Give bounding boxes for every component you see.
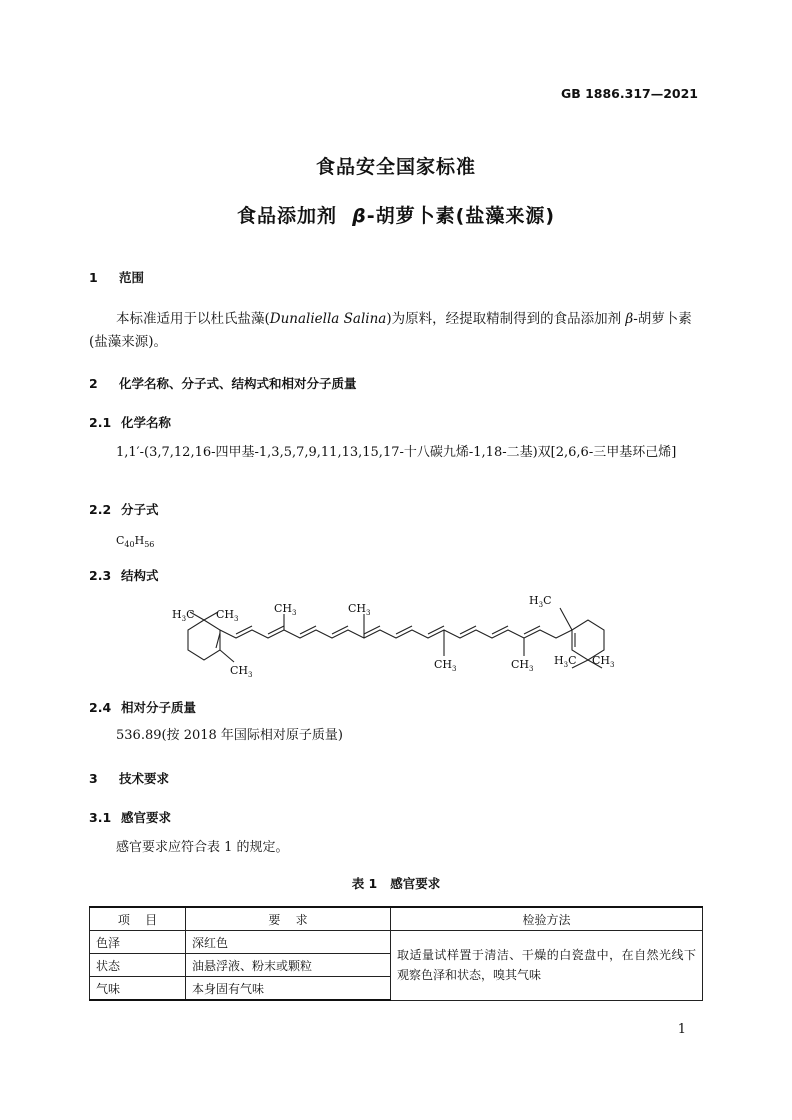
section-1-text: 本标准适用于以杜氏盐藻(Dunaliella Salina)为原料，经提取精制得到的食品添加剂 β-胡萝卜素(盐藻来源)。 (89, 311, 692, 350)
section-2-1-heading: 2.1 化学名称 (89, 415, 172, 430)
label-ch3-left2: $CH_3$ (230, 664, 253, 679)
chain-double-bonds (236, 626, 540, 634)
row-item: 气味 (90, 977, 186, 1001)
subtitle-prefix: 食品添加剂 (236, 205, 353, 227)
row-requirement: 本身固有气味 (186, 977, 391, 1001)
page-number: 1 (677, 1022, 686, 1037)
document-title: 食品安全国家标准 (315, 156, 476, 178)
label-h3c-right2: $H_3C$ (554, 654, 577, 669)
header-method: 检验方法 (391, 907, 703, 931)
section-1-heading: 1 范围 (89, 270, 145, 285)
chemical-name: 1,1′-(3,7,12,16-四甲基-1,3,5,7,9,11,13,15,17-十八碳九烯-1,18-二基)双[2,6,6-三甲基环己烯] (116, 445, 677, 460)
inspection-method: 取适量试样置于清洁、干燥的白瓷盘中，在自然光线下观察色泽和状态，嗅其气味 (391, 931, 703, 1001)
document-subtitle (0, 201, 792, 228)
table-caption: 表 1 感官要求 (351, 876, 441, 891)
left-ring-double-bond (216, 633, 220, 648)
table-row (90, 931, 703, 954)
row-item: 色泽 (90, 931, 186, 954)
header-item: 项 目 (90, 907, 186, 931)
row-requirement: 油悬浮液、粉末或颗粒 (186, 954, 391, 977)
structural-formula (168, 590, 628, 682)
label-h3c-left: $H_3C$ (172, 608, 195, 623)
label-ch3-left1: $CH_3$ (216, 608, 239, 623)
sensory-requirements-table (89, 906, 703, 1001)
label-ch3-down1: $CH_3$ (434, 658, 457, 673)
row-item: 状态 (90, 954, 186, 977)
section-3-1-heading: 3.1 感官要求 (89, 810, 172, 825)
beta-symbol: β (352, 205, 367, 227)
section-3-heading: 3 技术要求 (89, 771, 170, 786)
row-requirement: 深红色 (186, 931, 391, 954)
section-2-heading: 2 化学名称、分子式、结构式和相对分子质量 (89, 376, 357, 391)
label-ch3-up1: $CH_3$ (274, 602, 297, 617)
standard-number: GB 1886.317—2021 (560, 86, 698, 101)
left-ring (188, 620, 220, 660)
section-3-1-text: 感官要求应符合表 1 的规定。 (116, 840, 289, 855)
molecular-formula: $C_{40}H_{56}$ (116, 534, 155, 549)
label-ch3-up2: $CH_3$ (348, 602, 371, 617)
section-2-4-heading: 2.4 相对分子质量 (89, 700, 197, 715)
label-h3c-right: $H_3C$ (529, 594, 552, 609)
table-header-row (90, 907, 703, 931)
subtitle-suffix: -胡萝卜素(盐藻来源) (366, 205, 556, 227)
molecular-mass: 536.89(按 2018 年国际相对原子质量) (116, 728, 343, 743)
header-requirement: 要 求 (186, 907, 391, 931)
label-ch3-down2: $CH_3$ (511, 658, 534, 673)
label-ch3-right: $CH_3$ (592, 654, 615, 669)
section-2-2-heading: 2.2 分子式 (89, 502, 159, 517)
section-2-3-heading: 2.3 结构式 (89, 568, 159, 583)
